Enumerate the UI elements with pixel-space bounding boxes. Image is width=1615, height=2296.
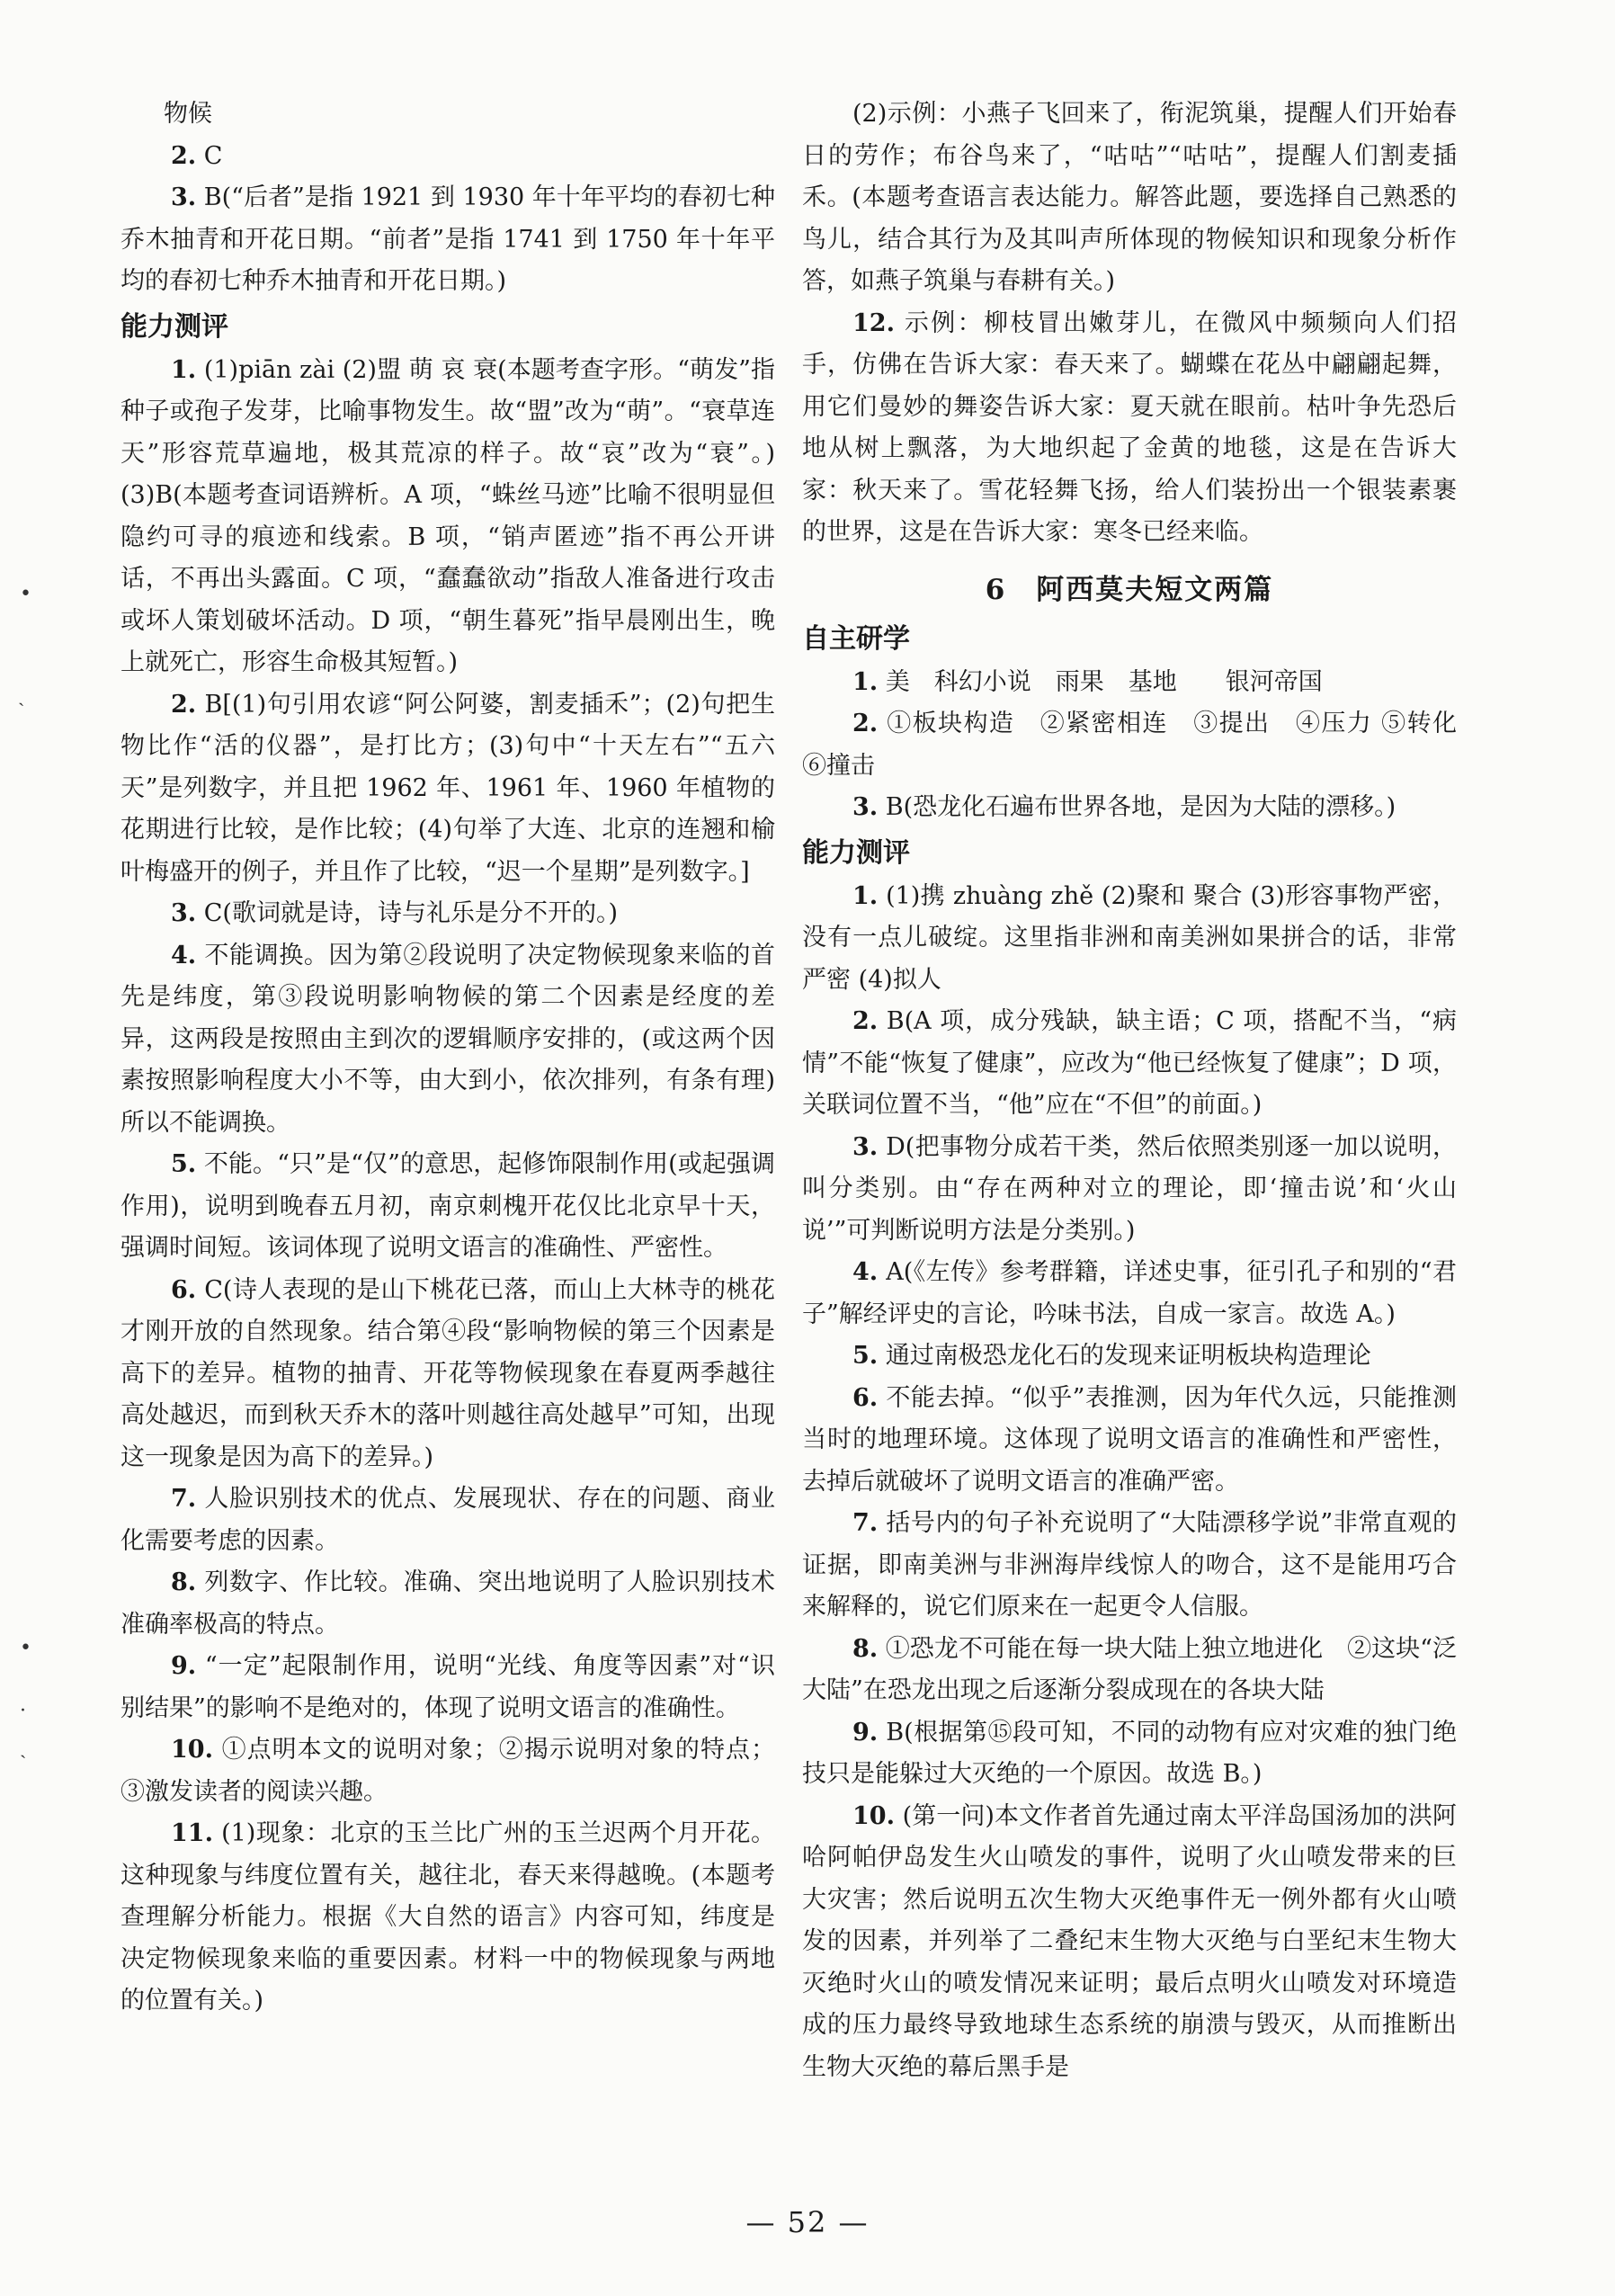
item-number: 9. xyxy=(852,1718,879,1747)
answer-item xyxy=(802,1629,1457,1712)
answer-item xyxy=(802,876,1457,1002)
item-text: (第一问)本文作者首先通过南太平洋岛国汤加的洪阿哈阿帕伊岛发生火山喷发的事件，说明了火山喷发带来的巨大灾害；然后说明五次生物大灭绝事件无一例外都有火山喷发的因素，并列举了二叠纪末生物大灭绝与白垩纪末生物大灭绝时火山的喷发情况来证明；最后点明火山喷发对环境造成的压力最终导致地球生态系统的崩溃与毁灭，从而推断出生物大灭绝的幕后黑手是 xyxy=(802,1801,1457,2081)
answer-item xyxy=(120,177,775,303)
answer-item xyxy=(802,1001,1457,1127)
item-text: 物候 xyxy=(164,100,212,128)
item-number: 8. xyxy=(171,1568,197,1596)
answer-item xyxy=(120,1813,775,2023)
margin-mark: ˏ xyxy=(18,684,25,707)
answer-item xyxy=(802,1127,1457,1253)
margin-mark: ˏ xyxy=(20,1737,27,1759)
item-number: 3. xyxy=(171,899,197,927)
item-number: 12. xyxy=(852,308,895,337)
answer-item xyxy=(802,662,1457,704)
item-text: (1)现象：北京的玉兰比广州的玉兰迟两个月开花。这种现象与纬度位置有关，越往北，春天来得越晚。(本题考查理解分析能力。根据《大自然的语言》内容可知，纬度是决定物候现象来临的重要因素。材料一中的物候现象与两地的位置有关。) xyxy=(120,1819,775,2015)
item-number: 2. xyxy=(852,710,879,737)
item-text: 不能去掉。“似乎”表推测，因为年代久远，只能推测当时的地理环境。这体现了说明文语言的准确性和严密性，去掉后就破坏了说明文语言的准确严密。 xyxy=(802,1383,1457,1496)
item-number: 3. xyxy=(852,1132,879,1161)
answer-item xyxy=(802,1503,1457,1629)
item-number: 3. xyxy=(852,793,879,821)
item-number: 10. xyxy=(852,1801,895,1830)
item-number: 3. xyxy=(171,183,197,211)
item-text: B(恐龙化石遍布世界各地，是因为大陆的漂移。) xyxy=(878,793,1396,821)
item-text: “一定”起限制作用，说明“光线、角度等因素”对“识别结果”的影响不是绝对的，体现了说明文语言的准确性。 xyxy=(120,1652,775,1722)
answer-item xyxy=(120,893,775,935)
answer-item xyxy=(120,1646,775,1729)
section-heading: 自主研学 xyxy=(802,622,910,655)
item-number: 6. xyxy=(852,1383,879,1412)
item-number: 7. xyxy=(171,1485,197,1513)
answer-item xyxy=(120,350,775,684)
item-number: 4. xyxy=(852,1258,879,1286)
margin-mark: • xyxy=(20,583,31,605)
margin-mark: • xyxy=(20,1637,31,1659)
item-text: 括号内的句子补充说明了“大陆漂移学说”非常直观的证据，即南美洲与非洲海岸线惊人的吻合，这不是能用巧合来解释的，说它们原来在一起更令人信服。 xyxy=(802,1509,1457,1621)
item-text: 示例：柳枝冒出嫩芽儿，在微风中频频向人们招手，仿佛在告诉大家：春天来了。蝴蝶在花丛中翩翩起舞，用它们曼妙的舞姿告诉大家：夏天就在眼前。枯叶争先恐后地从树上飘落，为大地织起了金黄的地毯，这是在告诉大家：秋天来了。雪花轻舞飞扬，给人们装扮出一个银装素裹的世界，这是在告诉大家：寒冬已经来临。 xyxy=(802,308,1457,546)
page-number: — 52 — xyxy=(745,2205,870,2239)
section-heading: 能力测评 xyxy=(120,310,228,343)
item-text: D(把事物分成若干类，然后依照类别逐一加以说明，叫分类别。由“存在两种对立的理论，即‘撞击说’和‘火山说’”可判断说明方法是分类别。) xyxy=(802,1132,1457,1245)
item-text: 不能调换。因为第②段说明了决定物候现象来临的首先是纬度，第③段说明影响物候的第二个因素是经度的差异，这两段是按照由主到次的逻辑顺序安排的，(或这两个因素按照影响程度大小不等，由大到小，依次排列，有条有理)所以不能调换。 xyxy=(120,941,775,1137)
lesson-title: 6 阿西莫夫短文两篇 xyxy=(985,573,1274,606)
item-text: C xyxy=(196,141,223,170)
item-text: 人脸识别技术的优点、发展现状、存在的问题、商业化需要考虑的因素。 xyxy=(120,1485,775,1555)
section-heading: 能力测评 xyxy=(802,836,910,869)
item-text: ①恐龙不可能在每一块大陆上独立地进化 ②这块“泛大陆”在恐龙出现之后逐渐分裂成现在的各块大陆 xyxy=(802,1634,1457,1704)
answer-item xyxy=(802,1252,1457,1336)
item-text: B(“后者”是指 1921 到 1930 年十年平均的春初七种乔木抽青和开花日期。“前者”是指 1741 到 1750 年十年平均的春初七种乔木抽青和开花日期。) xyxy=(120,183,775,295)
item-text: 通过南极恐龙化石的发现来证明板块构造理论 xyxy=(878,1342,1371,1370)
answer-item xyxy=(120,1729,775,1813)
item-number: 10. xyxy=(171,1736,213,1764)
item-text: B(根据第⑮段可知，不同的动物有应对灾难的独门绝技只是能躲过大灭绝的一个原因。故选 B。) xyxy=(802,1718,1457,1788)
answer-item xyxy=(802,303,1457,554)
item-text: (1)携 zhuàng zhě (2)聚和 聚合 (3)形容事物严密，没有一点儿破绽。这里指非洲和南美洲如果拼合的话，非常严密 (4)拟人 xyxy=(802,881,1457,994)
item-number: 1. xyxy=(171,355,197,384)
answer-item xyxy=(120,1479,775,1562)
right-column xyxy=(802,94,1481,2088)
item-number: 5. xyxy=(852,1342,879,1370)
answer-item xyxy=(802,787,1457,829)
item-number: 7. xyxy=(852,1509,879,1537)
item-text: (1)piān zài (2)盟 萌 哀 衰(本题考查字形。“萌发”指种子或孢子发芽，比喻事物发生。故“盟”改为“萌”。“衰草连天”形容荒草遍地，极其荒凉的样子。故“哀”改为“衰”。) (3)B(本题考查词语辨析。A 项，“蛛丝马迹”比喻不很明显但隐约可寻的痕迹和线索。B 项，“销声匿迹”指不再公开讲话，不再出头露面。C 项，“蠢蠢欲动”指敌人准备进行攻击或坏人策划破坏活动。D 项，“朝生暮死”指早晨刚出生，晚上就死亡，形容生命极其短暂。) xyxy=(120,355,775,676)
item-number: 2. xyxy=(171,141,197,170)
item-number: 2. xyxy=(171,690,197,719)
item-number: 9. xyxy=(171,1652,197,1680)
answer-item xyxy=(802,1796,1457,2089)
item-text: B(A 项，成分残缺，缺主语；C 项，搭配不当，“病情”不能“恢复了健康”，应改为“他已经恢复了健康”；D 项，关联词位置不当，“他”应在“不但”的前面。) xyxy=(802,1007,1457,1119)
item-text: A(《左传》参考群籍，详述史事，征引孔子和别的“君子”解经评史的言论，吟味书法，自成一家言。故选 A。) xyxy=(802,1258,1457,1328)
item-text: C(诗人表现的是山下桃花已落，而山上大林寺的桃花才刚开放的自然现象。结合第④段“影响物候的第三个因素是高下的差异。植物的抽青、开花等物候现象在春夏两季越往高处越迟，而到秋天乔木的落叶则越往高处越早”可知，出现这一现象是因为高下的差异。) xyxy=(120,1275,775,1471)
item-number: 11. xyxy=(171,1819,213,1847)
item-number: 8. xyxy=(852,1634,879,1663)
answer-item xyxy=(120,1562,775,1646)
answer-item xyxy=(120,935,775,1145)
item-text: ①点明本文的说明对象；②揭示说明对象的特点；③激发读者的阅读兴趣。 xyxy=(120,1736,775,1806)
item-number: 5. xyxy=(171,1150,197,1178)
item-number: 6. xyxy=(171,1275,197,1304)
answer-item xyxy=(802,94,1457,303)
answer-item xyxy=(802,703,1481,787)
item-text: 美 科幻小说 雨果 基地 银河帝国 xyxy=(878,667,1323,696)
item-text: (2)示例：小燕子飞回来了，衔泥筑巢，提醒人们开始春日的劳作；布谷鸟来了，“咕咕”“咕咕”，提醒人们割麦插禾。(本题考查语言表达能力。解答此题，要选择自己熟悉的鸟儿，结合其行为及其叫声所体现的物候知识和现象分析作答，如燕子筑巢与春耕有关。) xyxy=(802,100,1457,295)
answer-item xyxy=(120,684,775,894)
answer-item xyxy=(120,94,775,136)
item-text: B[(1)句引用农谚“阿公阿婆，割麦插禾”；(2)句把生物比作“活的仪器”，是打比方；(3)句中“十天左右”“五六天”是列数字，并且把 1962 年、1961 年、1960 年植物的花期进行比较，是作比较；(4)句举了大连、北京的连翘和榆叶梅盛开的例子，并且作了比较，“迟一个星期”是列数字。] xyxy=(120,690,775,886)
item-number: 1. xyxy=(852,667,879,696)
answer-item xyxy=(802,1378,1457,1504)
item-text: 列数字、作比较。准确、突出地说明了人脸识别技术准确率极高的特点。 xyxy=(120,1568,775,1639)
item-number: 2. xyxy=(852,1007,879,1035)
margin-mark: · xyxy=(20,1700,26,1722)
item-text: 不能。“只”是“仅”的意思，起修饰限制作用(或起强调作用)，说明到晚春五月初，南京刺槐开花仅比北京早十天，强调时间短。该词体现了说明文语言的准确性、严密性。 xyxy=(120,1150,775,1262)
answer-item xyxy=(120,1144,775,1270)
answer-item xyxy=(120,1270,775,1479)
item-number: 1. xyxy=(852,881,879,910)
answer-item xyxy=(802,1336,1457,1378)
item-number: 4. xyxy=(171,941,197,969)
item-text: C(歌词就是诗，诗与礼乐是分不开的。) xyxy=(196,899,618,927)
item-text: ①板块构造 ②紧密相连 ③提出 ④压力 ⑤转化 ⑥撞击 xyxy=(802,710,1481,780)
answer-item xyxy=(802,1712,1457,1796)
left-column xyxy=(120,94,775,2023)
answer-item xyxy=(120,136,775,178)
